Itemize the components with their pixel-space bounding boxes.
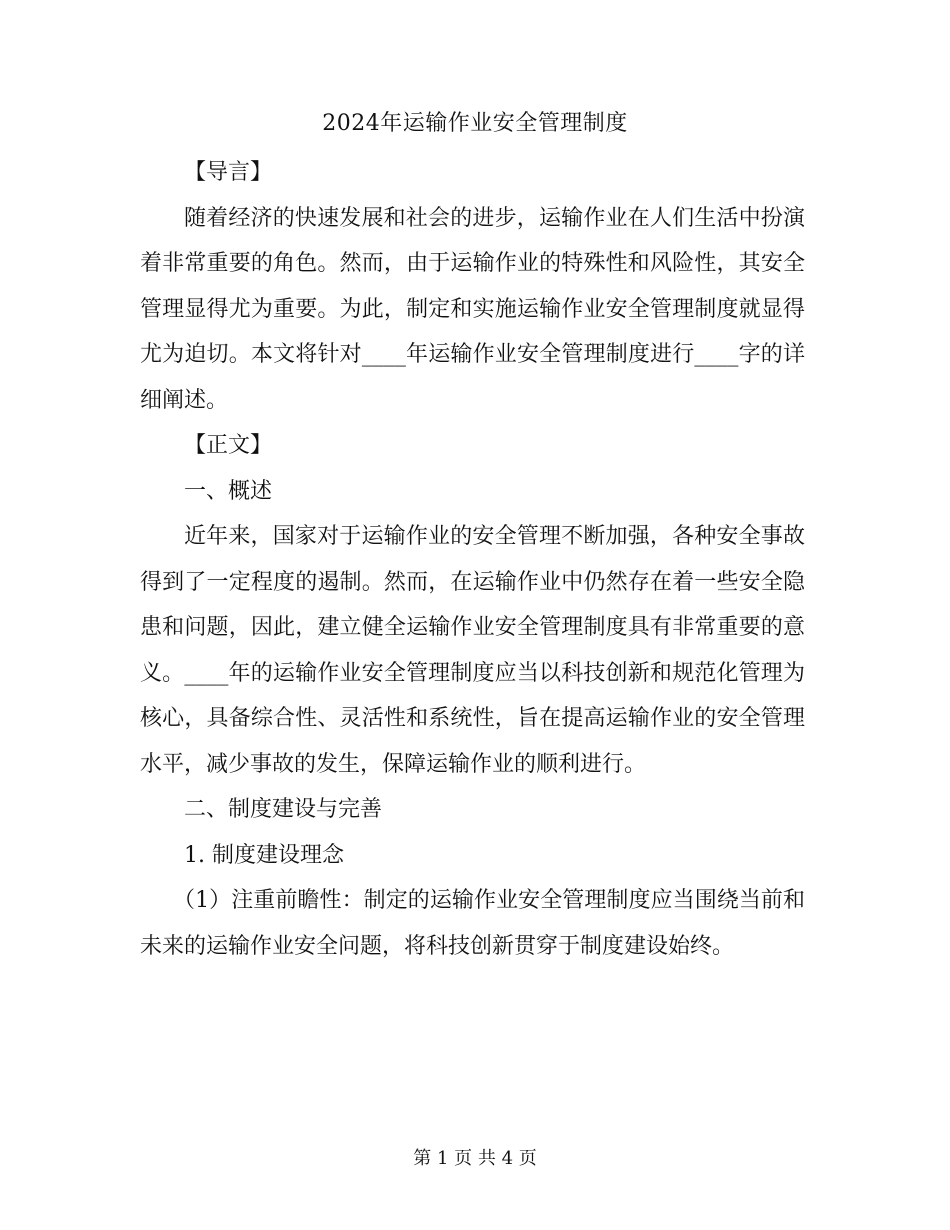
section-heading-main: 【正文】 [184, 433, 273, 458]
paragraph-forward-looking: （1）注重前瞻性：制定的运输作业安全管理制度应当围绕当前和未来的运输作业安全问题，将科技创新贯穿于制度建设始终。 [140, 888, 805, 959]
document-body [140, 150, 805, 969]
paragraph-intro: 随着经济的快速发展和社会的进步，运输作业在人们生活中扮演着非常重要的角色。然而，由于运输作业的特殊性和风险性，其安全管理显得尤为重要。为此，制定和实施运输作业安全管理制度就显得尤为迫切。本文将针对____年运输作业安全管理制度进行____字的详细阐述。 [140, 205, 805, 413]
page-footer: 第 1 页 共 4 页 [413, 1148, 537, 1169]
heading-overview: 一、概述 [184, 478, 273, 504]
paragraph-overview: 近年来，国家对于运输作业的安全管理不断加强，各种安全事故得到了一定程度的遏制。然而，在运输作业中仍然存在着一些安全隐患和问题，因此，建立健全运输作业安全管理制度具有非常重要的意义。____年的运输作业安全管理制度应当以科技创新和规范化管理为核心，具备综合性、灵活性和系统性，旨在提高运输作业的安全管理水平，减少事故的发生，保障运输作业的顺利进行。 [140, 524, 805, 777]
heading-system-building: 二、制度建设与完善 [184, 797, 383, 822]
subheading-building-concept: 1. 制度建设理念 [184, 842, 344, 868]
section-heading-intro: 【导言】 [184, 160, 273, 185]
document-title: 2024年运输作业安全管理制度 [322, 111, 628, 136]
